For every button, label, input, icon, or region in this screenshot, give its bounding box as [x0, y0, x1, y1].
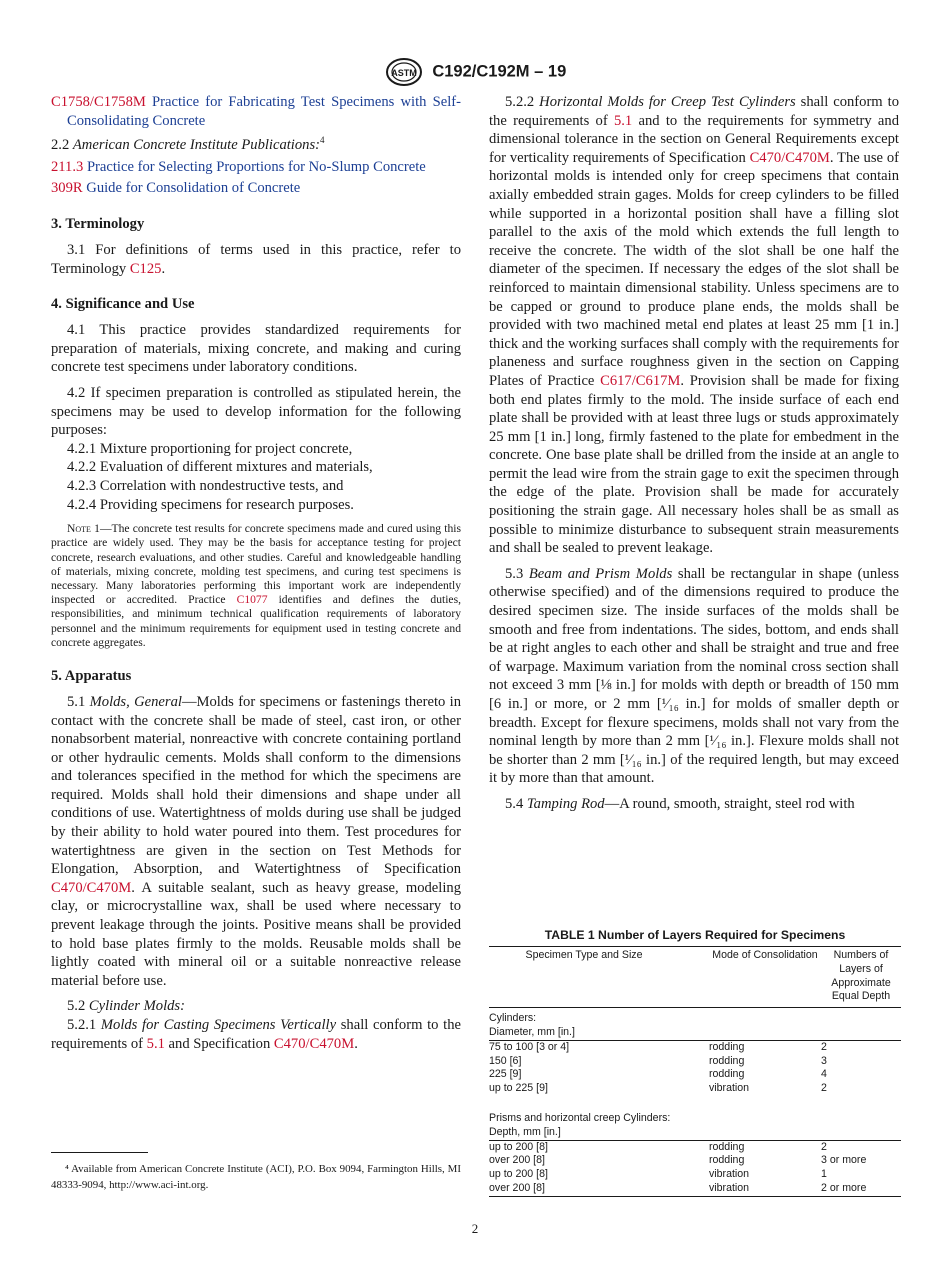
table-header-row — [489, 947, 901, 1008]
section-title: Beam and Prism Molds — [528, 565, 673, 582]
table-cell: 150 [6] — [489, 1054, 522, 1067]
reference-link[interactable]: C1758/C1758M — [51, 94, 146, 110]
table-cell: rodding — [709, 1068, 745, 1081]
note-label: Note — [67, 522, 91, 536]
link-5-1[interactable]: 5.1 — [146, 1035, 165, 1052]
section-number: 2.2 — [51, 137, 73, 154]
table-cell: up to 225 [9] — [489, 1082, 548, 1095]
link-c470[interactable]: C470/C470M — [273, 1035, 355, 1052]
table-row — [489, 1068, 901, 1082]
section-title: Molds for Casting Specimens Vertically — [100, 1017, 337, 1034]
layers-table — [489, 946, 901, 1197]
section-heading-apparatus: 5. Apparatus — [51, 667, 132, 684]
paragraph-text: shall conform to the requirements of — [51, 1017, 461, 1052]
table-cell: 2 — [821, 1040, 827, 1053]
table-row — [489, 1082, 901, 1096]
section-number: 5.2.1 — [67, 1017, 101, 1034]
link-c470[interactable]: C470/C470M — [51, 879, 132, 896]
aci-publications-heading — [51, 136, 461, 155]
paragraph-text: . Provision shall be made for fixing both end plates firmly to the mold. The inside surface of each end plate shall be provided with at least three lugs or studs approximately 25 mm [1 in.] long, firmly fastened to the plate for embedment in the concrete. One base plate shall be drilled from the inside at an angle to permit the lead wire from the strain gage to exit the specimen through the edge of the plate. Provision shall be made for accurately positioning the strain gage. All necessary holes shall be as small as possible to minimize disturbance to subsequent strain measurements and shall be sealed to prevent leakage. — [489, 372, 899, 557]
table-cell: over 200 [8] — [489, 1182, 709, 1196]
table-cell: rodding — [709, 1154, 745, 1167]
paragraph-5-4 — [489, 795, 899, 814]
link-c470[interactable]: C470/C470M — [749, 149, 830, 166]
column-header: Specimen Type and Size — [489, 947, 709, 1008]
paragraph-text: . — [161, 260, 166, 277]
table-cell: vibration — [709, 1168, 750, 1181]
table-cell: 225 [9] — [489, 1068, 522, 1081]
group-title-row — [489, 1096, 901, 1126]
section-title: Cylinder Molds: — [88, 998, 185, 1015]
paragraph-5-2 — [51, 997, 461, 1016]
table-cell: vibration — [709, 1182, 821, 1196]
table-row — [489, 1154, 901, 1168]
table-cell: 3 — [821, 1054, 827, 1067]
note-text: identifies and defines the duties, responsibilities, and minimum technical qualification requirements of laboratory personnel and the minimum requirements for equipment used in testing concrete and concrete aggregates. — [51, 593, 461, 649]
reference-title[interactable]: Practice for Fabricating Test Specimens with Self-Consolidating Concrete — [67, 94, 461, 129]
column-header: Numbers of Layers of Approximate Equal Depth — [821, 947, 901, 1008]
page-header — [0, 57, 950, 87]
paragraph-text: . A suitable sealant, such as heavy grease, modeling clay, or microcrystalline wax, shall be used where necessary to prevent leakage through the joints. Positive means shall be provided to hold base plates firmly to the molds. Reusable molds shall be lightly coated with mineral oil or a suitable nonreactive release material before use. — [51, 879, 461, 989]
table-row — [489, 1040, 901, 1054]
paragraph-4-1: 4.1 This practice provides standardized requirements for preparation of materials, mixing concrete, and making and curing concrete test specimens under laboratory conditions. — [51, 322, 461, 376]
table-cell: 2 or more — [821, 1182, 901, 1196]
paragraph-text: shall conform to the requirements of — [489, 94, 899, 129]
table-row — [489, 1182, 901, 1196]
table-cell: rodding — [709, 1140, 745, 1153]
table-cell: 1 — [821, 1168, 827, 1181]
paragraph-text: 3.1 For definitions of terms used in this practice, refer to Terminology — [51, 241, 461, 277]
svg-text:ASTM: ASTM — [390, 68, 417, 78]
paragraph-text: —Molds for specimens or fastenings thereto in contact with the concrete shall be made of steel, cast iron, or other nonabsorbent material, nonreactive with concrete containing portland or other hydraulic cements. Molds shall conform to the dimensions and tolerances specified in the method for which the specimens are required. Molds shall hold their dimensions and shape under all conditions of use. Watertightness of molds during use shall be judged by their ability to hold water poured into them. Test procedures for watertightness are given in the section on Test Methods for Elongation, Absorption, and Watertightness of Specification — [51, 693, 462, 878]
list-item: 4.2.2 Evaluation of different mixtures and materials, — [67, 459, 373, 476]
left-column — [51, 93, 461, 1060]
paragraph-text: and Specification — [164, 1035, 274, 1052]
table-cell: 2 — [821, 1140, 827, 1153]
paragraph-4-2: 4.2 If specimen preparation is controlled as stipulated herein, the specimens may be used to develop information for the following purposes: — [51, 384, 461, 439]
group-subtitle-row — [489, 1126, 901, 1140]
section-heading-terminology: 3. Terminology — [51, 215, 145, 232]
table-cell: 4 — [821, 1068, 827, 1081]
section-number: 5.2 — [67, 998, 89, 1015]
paragraph-text: and to the requirements for symmetry and dimensional tolerance in the section on General Requirements except for verticality requirements of Specification — [489, 112, 899, 166]
paragraph-text: . The use of horizontal molds is intended only for creep specimens that contain axially embedded strain gages. Molds for creep cylinders to be filled while supported in a horizontal position shall have a filling slot parallel to the axis of the mold which extends the full length to receive the concrete. The width of the slot shall be one half the diameter of the specimen. If necessary the edges of the slot shall be reinforced to maintain dimensional stability. Unless specimens are to be capped or ground to produce plane ends, the molds shall be provided with two machined metal end plates at least 25 mm [1 in.] thick and the working surfaces shall comply with the requirements for planeness and surface roughness given in the section on Capping Plates of Practice — [489, 149, 899, 389]
group-subtitle-row — [489, 1026, 901, 1040]
link-c1077[interactable]: C1077 — [236, 593, 268, 607]
group-subtitle: Diameter, mm [in.] — [489, 1026, 901, 1040]
group-title: Cylinders: — [489, 1012, 537, 1025]
table-cell: over 200 [8] — [489, 1154, 545, 1167]
section-number: 5.2.2 — [505, 94, 540, 110]
reference-211-3 — [51, 158, 461, 177]
right-column — [489, 93, 899, 821]
paragraph-5-2-2 — [489, 93, 899, 558]
table-cell: up to 200 [8] — [489, 1168, 548, 1181]
group-subtitle: Depth, mm [in.] — [489, 1126, 901, 1140]
note-1 — [51, 522, 461, 650]
section-number: 5.4 — [505, 795, 527, 812]
link-c125[interactable]: C125 — [129, 260, 162, 277]
paragraph-5-1 — [51, 693, 461, 991]
section-number: 5.3 — [505, 565, 529, 582]
document-designation: C192/C192M – 19 — [432, 62, 567, 81]
table-cell: 3 or more — [821, 1154, 867, 1167]
link-5-1[interactable]: 5.1 — [613, 112, 633, 129]
table-cell: rodding — [709, 1054, 745, 1067]
paragraph-text: . — [354, 1035, 358, 1052]
astm-logo-icon — [384, 57, 424, 87]
reference-link[interactable]: 309R — [51, 180, 83, 197]
paragraph-text: shall be rectangular in shape (unless otherwise specified) and of the dimensions required to produce the desired specimen size. The inside surfaces of the molds shall be smooth and free from indentations. The sides, bottom, and ends shall be at right angles to each other and shall be straight and true and free of warpage. Maximum variation from the nominal cross section shall not exceed 3 mm [⅛ in.] for molds with depth or breadth of 150 mm [6 in.] or more, or 2 mm [¹⁄₁₆ in.] for molds of smaller depth or breadth. Except for flexure specimens, molds shall not vary from the nominal length by more than 2 mm [¹⁄₁₆ in.]. Flexure molds shall not be shorter than 2 mm [¹⁄₁₆ in.] of the required length, but may exceed it by more than that amount. — [489, 565, 900, 787]
group-title: Prisms and horizontal creep Cylinders: — [489, 1111, 671, 1124]
list-item: 4.2.1 Mixture proportioning for project concrete, — [67, 440, 353, 457]
list-item: 4.2.3 Correlation with nondestructive tests, and — [67, 477, 344, 494]
reference-title[interactable]: Practice for Selecting Proportions for No-Slump Concrete — [83, 158, 426, 175]
reference-c1758 — [51, 93, 461, 130]
reference-title[interactable]: Guide for Consolidation of Concrete — [82, 180, 301, 197]
list-item: 4.2.4 Providing specimens for research purposes. — [67, 496, 354, 513]
section-title: Tamping Rod — [526, 795, 605, 812]
table-cell: vibration — [709, 1082, 750, 1095]
paragraph-5-2-1 — [51, 1016, 461, 1053]
group-title-row — [489, 1008, 901, 1026]
table-row — [489, 1168, 901, 1182]
section-title: Molds, General — [89, 693, 182, 710]
table-cell: 2 — [821, 1082, 827, 1095]
table-title: TABLE 1 Number of Layers Required for Specimens — [544, 928, 846, 942]
table-cell: rodding — [709, 1040, 745, 1053]
section-title: American Concrete Institute Publications: — [72, 137, 320, 154]
table-cell: up to 200 [8] — [489, 1140, 548, 1153]
note-text: 1—The concrete test results for concrete specimens made and cured using this practice are widely used. They may be the basis for acceptance testing for project concrete, research evaluations, and other studies. Careful and knowledgeable handling of materials, mixing concrete, molding test specimens, and curing test specimens is necessary. Many laboratories performing this important work are independently inspected or accredited. Practice — [51, 522, 461, 607]
paragraph-3-1 — [51, 241, 461, 278]
link-c617[interactable]: C617/C617M — [600, 372, 681, 389]
section-number: 5.1 — [67, 693, 90, 710]
table-row — [489, 1055, 901, 1069]
reference-link[interactable]: 211.3 — [51, 158, 84, 175]
section-heading-significance: 4. Significance and Use — [51, 296, 195, 313]
footnote-divider — [51, 1152, 148, 1153]
footnote-4: ⁴ Available from American Concrete Institute (ACI), P.O. Box 9094, Farmington Hills, MI 48333-9094, http://www.aci-int.org. — [51, 1163, 461, 1191]
reference-309r — [51, 179, 461, 198]
page-number: 2 — [471, 1221, 479, 1236]
table-cell: 75 to 100 [3 or 4] — [489, 1040, 570, 1053]
section-title: Horizontal Molds for Creep Test Cylinders — [539, 94, 796, 110]
paragraph-5-3 — [489, 565, 899, 788]
table-row — [489, 1140, 901, 1154]
column-header: Mode of Consolidation — [709, 947, 821, 1008]
footnote-marker[interactable]: 4 — [320, 135, 325, 146]
paragraph-text: —A round, smooth, straight, steel rod with — [604, 795, 855, 812]
